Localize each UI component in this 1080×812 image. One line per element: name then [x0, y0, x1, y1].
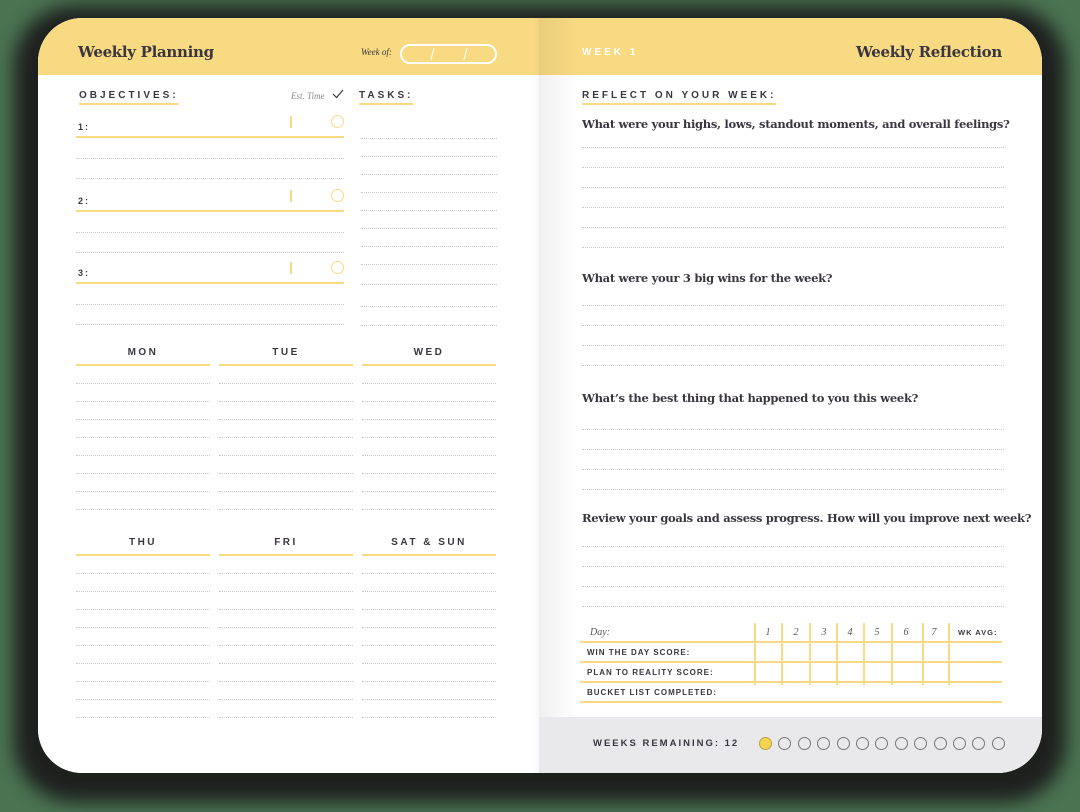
writing-line[interactable]	[582, 247, 1004, 248]
writing-line[interactable]	[362, 509, 496, 510]
writing-line[interactable]	[362, 437, 496, 438]
planner-spread	[38, 18, 1042, 773]
question-best-thing: What’s the best thing that happened to you this week?	[582, 391, 919, 405]
question-highs-lows: What were your highs, lows, standout moments, and overall feelings?	[582, 117, 1010, 131]
week-of-label: Week of:	[361, 47, 392, 57]
score-table-header	[580, 623, 1002, 643]
score-column-divider	[922, 623, 924, 685]
week-average-label: WK AVG:	[958, 628, 998, 637]
writing-line[interactable]	[582, 365, 1004, 366]
writing-line[interactable]	[76, 252, 344, 253]
writing-line[interactable]	[582, 187, 1004, 188]
writing-line[interactable]	[362, 699, 496, 700]
writing-line[interactable]	[219, 437, 353, 438]
score-column-divider	[891, 623, 893, 685]
tasks-label: TASKS:	[359, 90, 413, 105]
score-column-divider	[948, 623, 950, 685]
writing-line[interactable]	[361, 174, 497, 175]
reflect-label: REFLECT ON YOUR WEEK:	[582, 90, 776, 105]
day-number: 1	[765, 627, 771, 638]
week-progress-dot[interactable]	[875, 737, 888, 750]
writing-line[interactable]	[361, 156, 497, 157]
objective-line	[76, 210, 344, 212]
day-header-thu: THU	[76, 537, 210, 556]
weeks-remaining-label: WEEKS REMAINING: 12	[593, 738, 740, 749]
writing-line[interactable]	[582, 167, 1004, 168]
writing-line[interactable]	[219, 455, 353, 456]
writing-line[interactable]	[76, 509, 210, 510]
objective-1[interactable]	[76, 118, 344, 138]
writing-line[interactable]	[362, 401, 496, 402]
objective-line	[76, 282, 344, 284]
bucket-list-row[interactable]	[580, 683, 1002, 703]
writing-line[interactable]	[76, 473, 210, 474]
writing-line[interactable]	[582, 325, 1004, 326]
week-number: WEEK 1	[582, 47, 639, 58]
date-separator	[463, 48, 467, 60]
writing-line[interactable]	[582, 586, 1004, 587]
writing-line[interactable]	[582, 345, 1004, 346]
score-column-divider	[809, 623, 811, 685]
writing-line[interactable]	[76, 455, 210, 456]
writing-line[interactable]	[219, 509, 353, 510]
day-number: 3	[821, 627, 827, 638]
writing-line[interactable]	[361, 325, 497, 326]
score-column-divider	[754, 623, 756, 685]
est-time-label: Est. Time	[291, 91, 325, 101]
question-review-goals: Review your goals and assess progress. How will you improve next week?	[582, 511, 1032, 525]
est-time-marker	[290, 116, 292, 128]
writing-line[interactable]	[362, 419, 496, 420]
writing-line[interactable]	[76, 573, 210, 574]
week-progress-dot[interactable]	[798, 737, 811, 750]
page-title: Weekly Planning	[78, 43, 214, 61]
score-column-divider	[863, 623, 865, 685]
writing-line[interactable]	[219, 419, 353, 420]
objective-line	[76, 136, 344, 138]
writing-line[interactable]	[219, 717, 353, 718]
writing-line[interactable]	[219, 573, 353, 574]
writing-line[interactable]	[76, 232, 344, 233]
writing-line[interactable]	[76, 645, 210, 646]
writing-line[interactable]	[361, 192, 497, 193]
writing-line[interactable]	[361, 284, 497, 285]
objective-checkbox[interactable]	[331, 261, 344, 274]
writing-line[interactable]	[76, 717, 210, 718]
writing-line[interactable]	[582, 449, 1004, 450]
writing-line[interactable]	[76, 324, 344, 325]
reflection-header	[539, 18, 1042, 75]
week-progress-dot[interactable]	[895, 737, 908, 750]
day-header-fri: FRI	[219, 537, 353, 556]
plan-to-reality-row[interactable]	[580, 663, 1002, 683]
writing-line[interactable]	[362, 609, 496, 610]
writing-line[interactable]	[219, 401, 353, 402]
writing-line[interactable]	[362, 645, 496, 646]
writing-line[interactable]	[362, 455, 496, 456]
row-label: PLAN TO REALITY SCORE:	[587, 668, 714, 677]
writing-line[interactable]	[219, 591, 353, 592]
writing-line[interactable]	[582, 227, 1004, 228]
day-number: 4	[847, 627, 853, 638]
writing-line[interactable]	[76, 591, 210, 592]
week-progress-dot[interactable]	[817, 737, 830, 750]
writing-line[interactable]	[361, 264, 497, 265]
row-label: BUCKET LIST COMPLETED:	[587, 688, 717, 697]
writing-line[interactable]	[219, 491, 353, 492]
writing-line[interactable]	[219, 473, 353, 474]
week-progress-dot[interactable]	[856, 737, 869, 750]
week-progress-dot[interactable]	[778, 737, 791, 750]
writing-line[interactable]	[76, 609, 210, 610]
objective-2[interactable]	[76, 192, 344, 212]
gutter-shade	[539, 18, 579, 773]
week-progress-dot[interactable]	[953, 737, 966, 750]
writing-line[interactable]	[582, 147, 1004, 148]
writing-line[interactable]	[362, 383, 496, 384]
objective-number: 3:	[78, 268, 91, 278]
writing-line[interactable]	[76, 383, 210, 384]
writing-line[interactable]	[76, 627, 210, 628]
writing-line[interactable]	[219, 681, 353, 682]
writing-line[interactable]	[219, 383, 353, 384]
day-number: 7	[931, 627, 937, 638]
writing-line[interactable]	[362, 681, 496, 682]
writing-line[interactable]	[362, 663, 496, 664]
check-icon	[332, 89, 344, 99]
writing-line[interactable]	[362, 473, 496, 474]
score-column-divider	[836, 623, 838, 685]
writing-line[interactable]	[361, 246, 497, 247]
writing-line[interactable]	[76, 304, 344, 305]
writing-line[interactable]	[362, 573, 496, 574]
weeks-remaining-footer	[539, 717, 1042, 773]
writing-line[interactable]	[219, 645, 353, 646]
writing-line[interactable]	[361, 138, 497, 139]
writing-line[interactable]	[361, 210, 497, 211]
objective-3[interactable]	[76, 264, 344, 284]
writing-line[interactable]	[76, 437, 210, 438]
writing-line[interactable]	[582, 489, 1004, 490]
day-header-tue: TUE	[219, 347, 353, 366]
writing-line[interactable]	[76, 419, 210, 420]
writing-line[interactable]	[362, 627, 496, 628]
writing-line[interactable]	[582, 606, 1004, 607]
writing-line[interactable]	[362, 491, 496, 492]
planning-header	[38, 18, 539, 75]
win-the-day-row[interactable]	[580, 643, 1002, 663]
writing-line[interactable]	[219, 699, 353, 700]
writing-line[interactable]	[219, 663, 353, 664]
est-time-marker	[290, 262, 292, 274]
day-header-mon: MON	[76, 347, 210, 366]
page-title: Weekly Reflection	[855, 43, 1002, 61]
week-progress-dot[interactable]	[837, 737, 850, 750]
est-time-marker	[290, 190, 292, 202]
writing-line[interactable]	[582, 566, 1004, 567]
objective-checkbox[interactable]	[331, 189, 344, 202]
objective-number: 2:	[78, 196, 91, 206]
writing-line[interactable]	[582, 429, 1004, 430]
writing-line[interactable]	[362, 591, 496, 592]
writing-line[interactable]	[219, 627, 353, 628]
writing-line[interactable]	[76, 401, 210, 402]
score-table	[580, 623, 1002, 703]
writing-line[interactable]	[76, 491, 210, 492]
day-number: 5	[874, 627, 880, 638]
weekly-planning-page	[38, 18, 539, 773]
day-label: Day:	[590, 627, 610, 638]
writing-line[interactable]	[76, 681, 210, 682]
week-progress-dot[interactable]	[914, 737, 927, 750]
writing-line[interactable]	[361, 228, 497, 229]
writing-line[interactable]	[582, 546, 1004, 547]
writing-line[interactable]	[76, 699, 210, 700]
writing-line[interactable]	[582, 469, 1004, 470]
weekly-reflection-page	[539, 18, 1042, 773]
day-header-wed: WED	[362, 347, 496, 366]
writing-line[interactable]	[219, 609, 353, 610]
writing-line[interactable]	[582, 207, 1004, 208]
objective-checkbox[interactable]	[331, 115, 344, 128]
day-number: 2	[793, 627, 799, 638]
week-progress-dot[interactable]	[972, 737, 985, 750]
question-big-wins: What were your 3 big wins for the week?	[582, 271, 833, 285]
row-label: WIN THE DAY SCORE:	[587, 648, 691, 657]
writing-line[interactable]	[76, 178, 344, 179]
objectives-label: OBJECTIVES:	[79, 90, 179, 105]
writing-line[interactable]	[76, 158, 344, 159]
writing-line[interactable]	[362, 717, 496, 718]
objective-number: 1:	[78, 122, 91, 132]
week-of-date-field[interactable]	[400, 44, 497, 64]
week-progress-dot[interactable]	[992, 737, 1005, 750]
day-number: 6	[903, 627, 909, 638]
date-separator	[430, 48, 434, 60]
week-progress-dot[interactable]	[934, 737, 947, 750]
week-progress-dot[interactable]	[759, 737, 772, 750]
score-column-divider	[781, 623, 783, 685]
day-header-sat-sun: SAT & SUN	[362, 537, 496, 556]
writing-line[interactable]	[361, 306, 497, 307]
writing-line[interactable]	[76, 663, 210, 664]
writing-line[interactable]	[582, 305, 1004, 306]
